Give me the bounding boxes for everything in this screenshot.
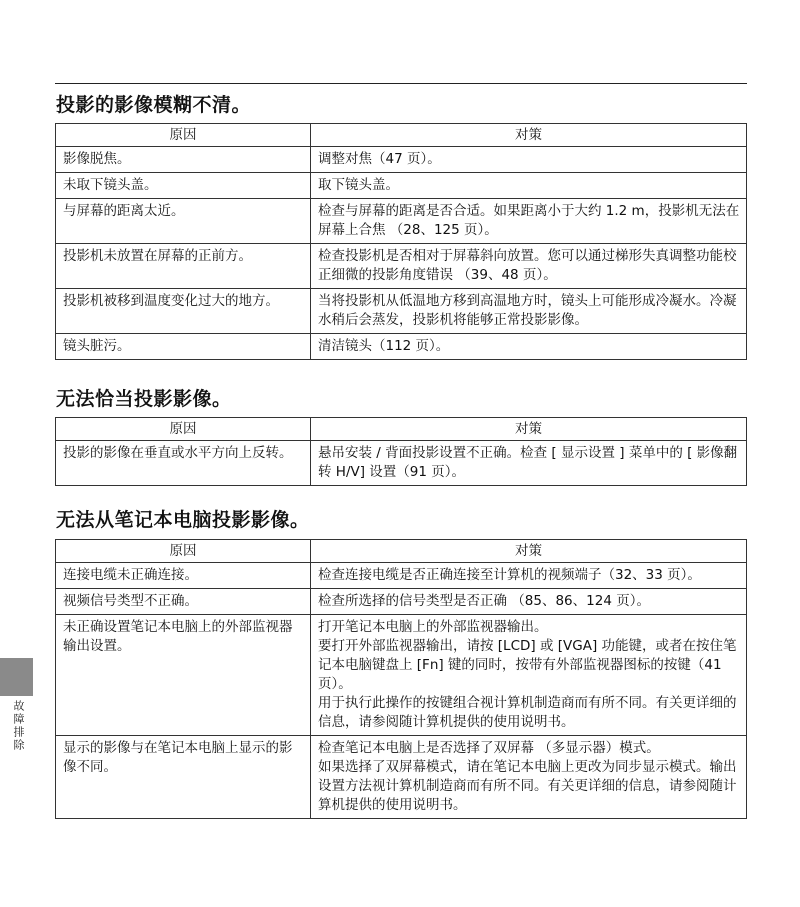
remedy-cell	[311, 173, 747, 199]
table-row	[56, 589, 747, 615]
table-header-row	[56, 540, 747, 563]
table-row	[56, 199, 747, 244]
remedy-line: 悬吊安装 / 背面投影设置不正确。检查 [ 显示设置 ] 菜单中的 [ 影像翻转 H/V] 设置（91 页）。	[318, 445, 738, 480]
remedy-line: 当将投影机从低温地方移到高温地方时，镜头上可能形成冷凝水。冷凝水稍后会蒸发，投影机将能够正常投影影像。	[318, 293, 737, 328]
chapter-side-label: 故障排除	[12, 700, 25, 752]
cause-cell: 未正确设置笔记本电脑上的外部监视器输出设置。	[56, 615, 311, 736]
table-row	[56, 147, 747, 173]
table-row	[56, 173, 747, 199]
cause-cell: 投影的影像在垂直或水平方向上反转。	[56, 441, 311, 486]
remedy-cell	[311, 441, 747, 486]
table-row	[56, 736, 747, 819]
top-divider	[55, 83, 747, 84]
section-title: 无法恰当投影影像。	[56, 388, 232, 410]
header-remedy: 对策	[311, 124, 747, 147]
remedy-line: 检查投影机是否相对于屏幕斜向放置。您可以通过梯形失真调整功能校正细微的投影角度错误 （39、48 页）。	[318, 248, 737, 283]
table-row	[56, 563, 747, 589]
remedy-line: 检查笔记本电脑上是否选择了双屏幕 （多显示器）模式。	[318, 740, 660, 756]
table-header-row	[56, 124, 747, 147]
remedy-line: 要打开外部监视器输出，请按 [LCD] 或 [VGA] 功能键，或者在按住笔记本电脑键盘上 [Fn] 键的同时，按带有外部监视器图标的按键（41 页）。	[318, 638, 737, 692]
troubleshooting-table	[55, 539, 747, 819]
remedy-line: 检查所选择的信号类型是否正确 （85、86、124 页）。	[318, 593, 650, 609]
section-title: 无法从笔记本电脑投影影像。	[56, 509, 310, 531]
table-row	[56, 615, 747, 736]
remedy-cell	[311, 589, 747, 615]
remedy-line: 检查与屏幕的距离是否合适。如果距离小于大约 1.2 m，投影机无法在屏幕上合焦 （28、125 页）。	[318, 203, 740, 238]
remedy-cell	[311, 563, 747, 589]
remedy-line: 调整对焦（47 页）。	[318, 151, 441, 167]
cause-cell: 投影机被移到温度变化过大的地方。	[56, 289, 311, 334]
cause-cell: 投影机未放置在屏幕的正前方。	[56, 244, 311, 289]
remedy-cell	[311, 615, 747, 736]
remedy-line: 取下镜头盖。	[318, 177, 399, 193]
troubleshooting-table	[55, 417, 747, 486]
cause-cell: 未取下镜头盖。	[56, 173, 311, 199]
remedy-cell	[311, 334, 747, 360]
header-cause: 原因	[56, 418, 311, 441]
table-row	[56, 334, 747, 360]
cause-cell: 影像脱焦。	[56, 147, 311, 173]
remedy-line: 如果选择了双屏幕模式，请在笔记本电脑上更改为同步显示模式。输出设置方法视计算机制造商而有所不同。有关更详细的信息，请参阅随计算机提供的使用说明书。	[318, 759, 737, 813]
cause-cell: 视频信号类型不正确。	[56, 589, 311, 615]
header-remedy: 对策	[311, 418, 747, 441]
cause-cell: 镜头脏污。	[56, 334, 311, 360]
section-title: 投影的影像模糊不清。	[56, 94, 252, 116]
remedy-cell	[311, 199, 747, 244]
remedy-line: 打开笔记本电脑上的外部监视器输出。	[318, 619, 548, 635]
remedy-cell	[311, 147, 747, 173]
table-header-row	[56, 418, 747, 441]
header-cause: 原因	[56, 540, 311, 563]
header-cause: 原因	[56, 124, 311, 147]
table-row	[56, 244, 747, 289]
remedy-line: 检查连接电缆是否正确连接至计算机的视频端子（32、33 页）。	[318, 567, 701, 583]
remedy-cell	[311, 736, 747, 819]
cause-cell: 连接电缆未正确连接。	[56, 563, 311, 589]
remedy-cell	[311, 289, 747, 334]
cause-cell: 显示的影像与在笔记本电脑上显示的影像不同。	[56, 736, 311, 819]
remedy-cell	[311, 244, 747, 289]
table-row	[56, 289, 747, 334]
header-remedy: 对策	[311, 540, 747, 563]
troubleshooting-table	[55, 123, 747, 360]
chapter-tab-marker	[0, 658, 33, 696]
cause-cell: 与屏幕的距离太近。	[56, 199, 311, 244]
remedy-line: 用于执行此操作的按键组合视计算机制造商而有所不同。有关更详细的信息，请参阅随计算机提供的使用说明书。	[318, 695, 737, 730]
table-row	[56, 441, 747, 486]
remedy-line: 清洁镜头（112 页）。	[318, 338, 450, 354]
